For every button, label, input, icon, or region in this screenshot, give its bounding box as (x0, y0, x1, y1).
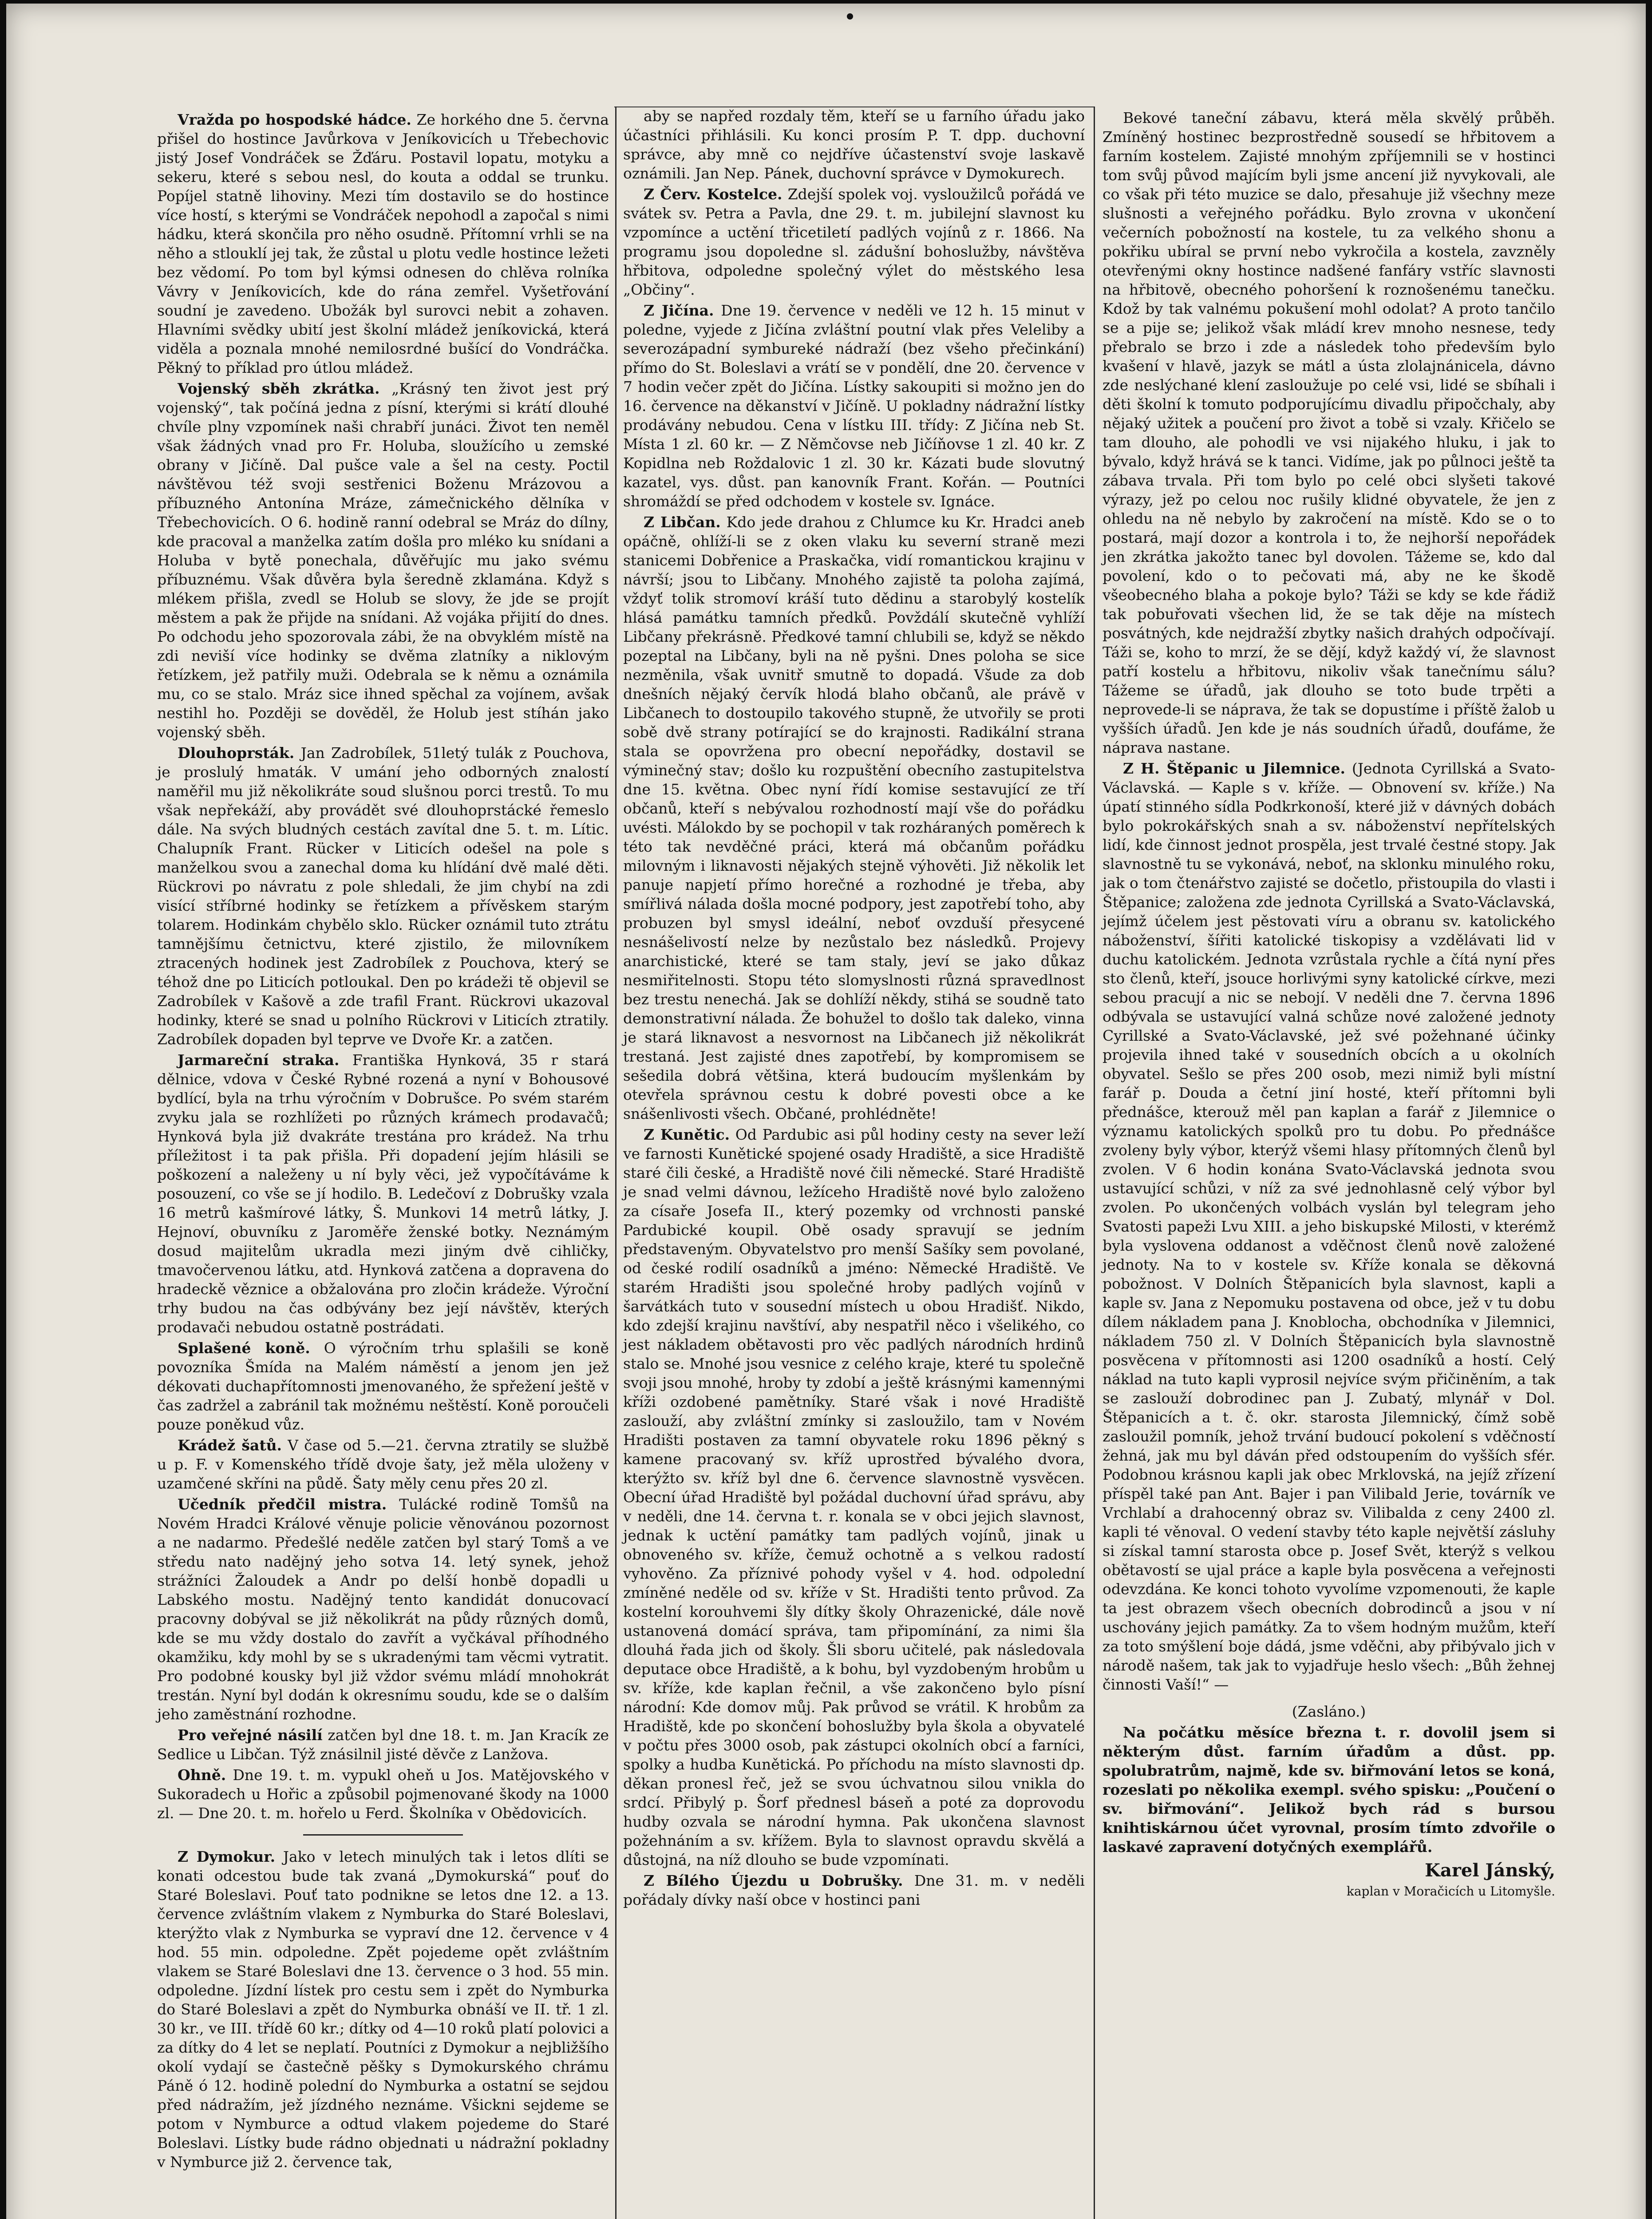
article-h-stepanice: Z H. Štěpanic u Jilemnice. (Jednota Cyrillská a Svato-Václavská. — Kaple s v. kříže. — Obnovení sv. kříže.) Na úpatí stinného sídla Podkrkonoší, které již v dávných dobách bylo pokrokářských snah a sv. náboženství nepřítelských lidí, kde činnost jednot prospěla, jest trvalé čestné stopy. Jak slavnostně tu se vykonává, neboť, na sklonku minulého roku, jak o tom čtenářstvo zajisté se dočetlo, přistoupila do vlasti i Štěpanice; založena zde jednota Cyrillská a Svato-Václavská, jejímž účelem jest pěstovati víru a obranu sv. katolického náboženství, šířiti katolické tiskopisy a vzdělávati lid v duchu katolickém. Jednota vzrůstala rychle a čítá nyní přes sto členů, kteří, jsouce horlivými syny katolické církve, mezi sebou pracují a nic se nebojí. V neděli dne 7. června 1896 odbývala se ustavující valná schůze nové založené jednoty Cyrillské a Svato-Václavské, jež své požehnané účinky projevila ihned také v sousedních obcích a u okolních obyvatel. Sešlo se přes 200 osob, mezi nimiž byli místní farář p. Douda a četní jiní hosté, kteří přítomni byli přednášce, kterouž měl pan kaplan a farář z Jilemnice o významu katolických spolků pro tu dobu. Po přednášce zvoleny byly výbor, kterýž všemi hlasy přítomných členů byl zvolen. V 6 hodin konána Svato-Václavská jednota svou ustavující schůzi, v níž za své jednohlasně celý výbor byl zvolen. Po ukončených volbách vyslán byl telegram jeho Svatosti papeži Lvu XIII. a jeho biskupské Milosti, v kterémž byla vyslovena oddanost a vděčnost členů nově založené jednoty. Na to v kostele sv. Kříže konala se děkovná pobožnost. V Dolních Štěpanicích byla slavnost, kapli a kaple sv. Jana z Nepomuku postavena od obce, jež v tu dobu dílem nákladem pana J. Knoblocha, obchodníka v Jilemnici, nákladem 750 zl. V Dolních Štěpanicích byla slavnostně posvěcena v přítomnosti asi 1200 osadníků a hostí. Celý náklad na tuto kapli vyprosil nejvíce svým přičiněním, a tak se zaslouží dobrodinec pan J. Zubatý, mlynář v Dol. Štěpanicích a t. č. okr. starosta Jilemnický, čímž sobě zasloužil pomník, jehož trvání budoucí pokolení s vděčností žehná, jak mu byl dáván před odstoupením do vyšších sfér. Podobnou krásnou kapli jak obec Mrklovská, na jejíž zřízení příspěl také pan Ant. Bajer i pan Vilibald Jerie, továrník ve Vrchlabí a drahocenný obraz sv. Vilibalda z ceny 2400 zl. kapli té věnoval. O vedení stavby této kaple největší zásluhy si získal tamní starosta obce p. Josef Svět, kterýž s velkou obětavostí se ujal práce a kaple byla posvěcena a veřejnosti odevzdána. Ke konci tohoto vyvolíme vzpomenouti, že kaple ta jest obrazem všech obecních dobrodinců a jsou v ní uschovány jejich památky. Za to všem hodným mužům, kteří za toto smýšlení boje dádá, jsme vděčni, aby přibývalo jich v národě našem, tak jak to vyjadřuje heslo všech: „Bůh žehnej činnosti Vaší!“ — (1103, 760, 1555, 1693)
article-dymokury: Z Dymokur. Jako v letech minulých tak i letos dlíti se konati odcestou bude tak zvaná „Dymokurská“ pouť do Staré Boleslavi. Pouť tato podnikne se letos dne 12. a 13. července zvláštním vlakem z Nymburka do Staré Boleslavi, kterýžto vlak z Nymburka se vypraví dne 12. července v 4 hod. 55 min. odpoledne. Zpět pojedeme opět zvláštním vlakem se Staré Boleslavi dne 13. července o 3 hod. 55 min. odpoledne. Jízdní lístek pro cestu sem i zpět do Nymburka do Staré Boleslavi a zpět do Nymburka obnáší ve II. tř. 1 zl. 30 kr., ve III. třídě 60 kr.; dítky od 4—10 roků platí polovici a za dítky do 4 let se neplatí. Poutníci z Dymokur a nejbližšího okolí vydají se častečně pěšky s Dymokurského chrámu Páně ó 12. hodině polední do Nymburka a ostatní se sejdou před nádražím, jež jízdného neznáme. Všickni sejdeme se potom v Nymburce a odtud vlakem pojedeme do Staré Boleslavi. Lístky bude rádno objednati u nádražní pokladny v Nymburce již 2. července tak, (157, 1848, 609, 2171)
column-right (1103, 108, 1555, 1903)
signature-name: Karel Jánský, (1425, 1860, 1555, 1881)
article-heading: Z Libčan. (644, 513, 721, 531)
article-heading: Z Jičína. (644, 302, 714, 319)
article-heading: Z Dymokur. (178, 1848, 276, 1865)
article-dlouhoprstak: Dlouhoprsták. Jan Zadrobílek, 51letý tulák z Pouchova, je proslulý hmaták. V umání jeho odborných znalostí naměřil mu již několikráte soud slušnou porci trestů. To mu však nepřekáží, aby provádět své dlouhoprstácké řemeslo dále. Na svých bludných cestách zavítal dne 5. t. m. Lític. Chalupník Frant. Rücker v Liticích odešel na pole s manželkou svou a zanechal doma ku hlídání dvě malé děti. Rückrovi po návratu z pole shledali, že jim chybí na zdi visící stříbrné hodinky se řetízkem a přívěskem starým tolarem. Hodinkám chybělo sklo. Rücker oznámil tuto ztrátu tamnějšímu četnictvu, které zjistilo, že milovníkem ztracených hodinek jest Zadrobílek z Pouchova, který se téhož dne po Liticích potloukal. Den po krádeži tě objevil se Zadrobílek v Kašově a zde trafil Frant. Rückrovi ukazoval hodinky, které se snad u polního Rückrovi v Liticích ztratily. Zadrobílek dopaden byl teprve ve Dvoře Kr. a zatčen. (157, 744, 609, 1048)
page-marker-dot (847, 13, 853, 20)
newspaper-page (6, 4, 1646, 2219)
article-heading: Z Kunětic. (644, 1126, 730, 1143)
column-left (157, 110, 609, 2173)
article-heading: Jarmareční straka. (178, 1051, 340, 1069)
zaslano-heading: (Zasláno.) (1292, 1703, 1366, 1720)
article-bily-ujezd-cont: Bekové taneční zábavu, která měla skvělý průběh. Zmíněný hostinec bezprostředně sousedí se hřbitovem a farním kostelem. Zajisté mnohým zpříjemnili se v hostinci tom svůj původ majícím byli jsme ancení již nyvykovali, ale co však při této muzice se dalo, přesahuje již všechny meze slušnosti a veřejného pořádku. Bylo zrovna v ukončení večerních pobožností na kostele, tu za velkého shonu a pokřiku ubíral se první nebo vykročila a kostela, zavzněly otevřenými okny hostince nadšené fanfáry vstříc slavnosti na hřbitově, obecného pohoršení k roznošenému tanečku. Kdož by tak valnému pokušení mohl odolat? A proto tančilo se a pije se; jelikož však mládí krev mnoho nesnese, tedy přebralo se brzo i zde a následek toho především bylo kvašení v hlavě, jazyk se mátl a ústa zlolajnánicela, dávno zde neslýchané klení zasloužuje po celé vsi, lidé se sbíhali i děti školní k tomuto podporujícímu divadlu připočchaly, aby nějaký užitek a poučení pro život a tobě si vzaly. Křičelo se tam dlouho, ale pohodli ve vsi nijakého hluku, i jak to bývalo, když hrává se k tanci. Vidíme, jak po půlnoci ještě ta zábava trvala. Při tom bylo po celé obci slyšeti takové výrazy, jež po celou noc rušily klidné obyvatele, že jen z ohledu na ně nebylo by zakročení na místě. Kdo se o to postará, mají dozor a kontrola i to, že nejhorší nepořádek jen zkrátka jakožto tanec byl dovolen. Tážeme se, kdo dal povolení, kdo o to pečovati má, aby ne ke škodě všeobecného blaha a pokoje bylo? Táži se kdy se kde řádiž tak pobuřovati všechen lid, že se tak děje na místech posvátných, kde nejdražší zbytky našich drahých odpočívají. Táži se, koho to mrzí, že se dějí, když každý ví, že slavnost patří kostelu a hřbitovu, nikoliv však tanečnímu sálu? Tážeme se úřadů, jak dlouho se toto bude trpěti a neprovede-li se náprava, že tak se dopustíme i příště žalob u vyšších úřadů. Jen kde je nás soudních úřadů, doufáme, že náprava nastane. (1103, 109, 1555, 756)
section-divider (303, 1834, 463, 1836)
column-middle (623, 107, 1085, 1911)
column-rule-right (1094, 107, 1095, 2219)
article-kunetice: Z Kunětic. Od Pardubic asi půl hodiny cesty na sever leží ve farnosti Kunětické spojené osady Hradiště, a sice Hradiště staré čili české, a Hradiště nové čili německé. Staré Hradiště je snad velmi dávnou, ležíceho Hradiště nové bylo založeno za císaře Josefa II., který pozemky od vrchnosti panské Pardubické koupil. Obě osady spravují se jedním představeným. Obyvatelstvo pro menší Sašíky sem povolané, od české rodilí osadníků a jméno: Německé Hradiště. Ve starém Hradišti jsou společné hroby padlých vojínů v šarvátkách tuto v sousední místech u obou Hradišť. Nikdo, kdo zdejší krajinu navštíví, aby nespatřil něco i všelikého, co jest nákladem obětavosti pro věc padlých národních hrdinů stalo se. Mnohé jsou vesnice z celého kraje, které tu společně svoji jsou mnohé, hroby ty zdobí a ještě krásnými kamennými kříži ozdobené pamětníky. Staré však i nové Hradiště zaslouží, aby zvláštní zmínky si zasloužilo, tam v Novém Hradišti postaven za tamní obyvatele roku 1896 pěkný s kamene pracovaný sv. kříž uprostřed bývalého dvora, kterýžto sv. kříž byl dne 6. července slavnostně vysvěcen. Obecní úřad Hradiště byl požádal duchovní úřad správu, aby v neděli, dne 14. června t. r. konala se v obci jejich slavnost, jednak k uctění památky tam padlých vojínů, jinak u obnoveného sv. kříže, čemuž ochotně a s velkou radostí vyhověno. Za příznivé pohody vyšel v 4. hod. odpolední zmíněné neděle od sv. kříže v St. Hradišti tento průvod. Za kostelní korouhvemi šly dítky školy Ohrazenické, dále nově ustanovená domácí správa, tam připomínání, za nimi šla dlouhá řada jich od školy. Šli sboru učitelé, pak následovala deputace obce Hradiště, a k bohu, byl vyzdobeným hrobům u sv. kříže, kde kaplan řečnil, a vše zakončeno bylo písní národní: Kde domov můj. Pak průvod se vrátil. K hrobům za Hradiště, kde po skončení bohoslužby byla škola a obyvatelé v počtu přes 3000 osob, pak zástupci okolních obcí a farníci, spolky a hudba Kunětická. Po příchodu na místo slavnosti dp. děkan pronesl řeč, jež se svou úchvatnou silou vnikla do srdcí. Přibylý p. Šorf přednesl báseň a poté za doprovodu hudby ozvala se národní hymna. Pak ukončena slavnost požehnáním a sv. křížem. Byla to slavnost opravdu skvělá a důstojná, na níž dlouho se bude vzpomínati. (623, 1126, 1085, 1868)
article-heading: Z Červ. Kostelce. (644, 186, 783, 203)
article-vrazda: Vražda po hospodské hádce. Ze horkého dne 5. června přišel do hostince Javůrkova v Jeníkovicích u Třebechovic jistý Josef Vondráček se Žďáru. Postavil lopatu, motyku a sekeru, které s sebou nesl, do kouta a oddal se trunku. Popíjel statně lihoviny. Mezi tím dostavilo se do hostince více hostí, s kterými se Vondráček nepohodl a započal s nimi hádku, která skončila pro něho osudně. Přítomní vrhli se na něho a stlouklí jej tak, že zůstal u plotu vedle hostince ležeti bez vědomí. Po tom byl kýmsi odnesen do chlěva rolníka Vávry v Jeníkovicích, kde do rána zemřel. Vyšetřování soudní je zavedeno. Ubožák byl surovci nebit a zohaven. Hlavními svědky ubití jest školní mládež jeníkovická, která viděla a poznala mnohé nemilosrdné bušící do Vondráčka. Pěkný to příklad pro útlou mládež. (157, 111, 609, 376)
article-jicin: Z Jičína. Dne 19. července v neděli ve 12 h. 15 minut v poledne, vyjede z Jičína zvláštní poutní vlak přes Veleliby a severozápadní symbureké nádraží (bez všeho přečinkání) přímo do St. Boleslavi a vrátí se v pondělí, dne 20. července v 7 hodin večer zpět do Jičína. Lístky sakoupiti si možno jen do 16. července na děkanství v Jičíně. U pokladny nádražní lístky prodávány nebudou. Cena v lístku III. třídy: Z Jičína neb St. Místa 1 zl. 60 kr. — Z Němčovse neb Jičíňovse 1 zl. 40 kr. Z Kopidlna neb Roždalovic 1 zl. 30 kr. Kázati bude slovutný kazatel, vys. důst. pan kanovník Frant. Kořán. — Poutníci shromáždí se před odchodem v kostele sv. Ignáce. (623, 302, 1085, 510)
column-rule-left (615, 107, 617, 2219)
article-ohne: Ohně. Dne 19. t. m. vypukl oheň u Jos. Matějovského v Sukoradech u Hořic a způsobil pojmenované škody na 1000 zl. — Dne 20. t. m. hořelo u Ferd. Školníka v Obědovicích. (157, 1766, 609, 1822)
zaslano-text: Na počátku měsíce března t. r. dovolil jsem si některým důst. farním úřadům a důst. pp. spolubratrům, najmě, kde sv. biřmování letos se koná, rozeslati po několika exempl. svého spisku: „Poučení o sv. biřmování“. Jelikož bych rád s bursou knihtiskárnou účet vyrovnal, prosím tímto zdvořile o laskavé zapravení dotyčných exemplářů. (1103, 1724, 1555, 1856)
signature-place: kaplan v Moračicích u Litomyšle. (1346, 1884, 1555, 1899)
article-heading: Splašené koně. (178, 1339, 310, 1357)
article-kradez-satu: Krádež šatů. V čase od 5.—21. června ztratily se službě u p. F. v Komenského třídě dvoje šaty, jež měla uloženy v uzamčené skříni na půdě. Šaty měly cenu přes 20 zl. (157, 1437, 609, 1492)
article-heading: Z H. Štěpanic u Jilemnice. (1123, 760, 1345, 777)
article-cerv-kostelec: Z Červ. Kostelce. Zdejší spolek voj. vysloužilců pořádá ve svátek sv. Petra a Pavla, dne 29. t. m. jubilejní slavnost ku vzpomínce a uctění třicetiletí padlých vojínů z r. 1866. Na programu jsou dopoledne sl. zádušní bohoslužby, návštěva hřbitova, odpoledne společný výlet do městského lesa „Občiny“. (623, 186, 1085, 298)
article-heading: Ohně. (178, 1766, 226, 1784)
article-jarmarecni-straka: Jarmareční straka. Františka Hynková, 35 r stará dělnice, vdova v České Rybné rozená a nyní v Bohousové bydlící, byla na trhu výročním v Dobrušce. Po svém starém zvyku jala se rozhlížeti po různých krámech prodavačů; Hynková byla již dvakráte trestána pro krádež. Na trhu příležitost i ta pak přišla. Při dopadení jejím hlásili se poškození a naleženy u ní byly věci, jež vypočítáváme k posouzení, co vše se jí hodilo. B. Ledečoví z Dobrušky vzala 16 metrů kašmírové látky, Š. Munkovi 14 metrů látky, J. Hejnoví, obuvníku z Jaroměře ženské botky. Neznámým dosud majitelům ukradla mezi jiným dvě cihličky, tmavočervenou látku, atd. Hynková zatčena a dopravena do hradeckě věznice a obžalována pro zločin krádeže. Výroční trhy budou na čas odbývány bez její návštěv, kterých prodavači nebudou ostatně postrádati. (157, 1051, 609, 1336)
article-splasene-kone: Splašené koně. O výročním trhu splašili se koně povozníka Šmída na Malém náměstí a jenom jen jež dékovati duchapřítomnosti jmenovaného, že spřežení ještě v čas zadržel a zabránil tak možnému neštěstí. Koně poroučeli pouze poněkud vůz. (157, 1339, 609, 1433)
article-verejne-nasili: Pro veřejné násilí zatčen byl dne 18. t. m. Jan Kracík ze Sedlice u Libčan. Týž znásilnil jisté děvče z Lanžova. (157, 1726, 609, 1763)
article-heading: Vražda po hospodské hádce. (178, 111, 411, 128)
article-heading: Krádež šatů. (178, 1437, 282, 1454)
article-bily-ujezd: Z Bílého Újezdu u Dobrušky. Dne 31. m. v neděli pořádaly dívky naší obce v hostinci pani (623, 1872, 1085, 1908)
article-ucednik: Učedník předčil mistra. Tulácké rodině Tomšů na Novém Hradci Králové věnuje policie věnovánou pozornost a ne nadarmo. Předešlé neděle zatčen byl starý Tomš a ve středu nato nadějný jeho sotva 14. letý synek, jehož strážníci Žaloudek a Andr po delší honbě dopadli u Labského mostu. Nadějný tento kandidát donucovací pracovny dobýval se již několikrát na půdy různých domů, kde se mu vždy dostalo do zavřít a vyčkával příhodného okamžiku, kdy mohl by se s ukradenými tam věcmi vytratit. Pro podobné kousky byl již vždor svému mládí mnohokrát trestán. Nyní byl dodán k okresnímu soudu, kde se o dalším jeho zaměstnání rozhodne. (157, 1496, 609, 1723)
article-heading: Pro veřejné násilí (178, 1726, 323, 1744)
article-heading: Dlouhoprsták. (178, 744, 295, 762)
article-dymokury-cont: aby se napřed rozdaly těm, kteří se u farního úřadu jako účastníci přihlásili. Ku konci prosím P. T. dpp. duchovní správce, aby mně co nejdříve účastenství svoje laskavě oznámili. Jan Nep. Pánek, duchovní správce v Dymokurech. (623, 107, 1085, 182)
article-heading: Z Bílého Újezdu u Dobrušky. (644, 1872, 903, 1889)
article-libcany: Z Libčan. Kdo jede drahou z Chlumce ku Kr. Hradci aneb opáčně, ohlíží-li se z oken vlaku ku severní straně mezi stanicemi Dobřenice a Praskačka, vidí romantickou krajinu v návrší; jsou to Libčany. Mnohého zajistě ta poloha zajímá, vždyť tolik stromoví kráší tuto dědinu a starobylý kostelík hlásá památku tamních předků. Povždálí skutečně vyhlíží Libčany překrásně. Předkové tamní chlubili se, když se někdo pozeptal na Libčany, byli na ně pyšni. Dnes poloha se sice nezměnila, však uvnitř smutně to dopadá. Všude za dob dnešních nějaký červík hlodá blaho občanů, ale právě v Libčanech to dostoupilo takového stupně, že utvořily se proti sobě dvě strany potírající se do krajnosti. Radikální strana stala se opovržena pro obecní nepořádky, dostavil se výminečný stav; došlo ku rozpuštění obecního zastupitelstva dne 15. května. Obec nyní řídí komise sestavující ze tří občanů, kteří s nebývalou rozhodností mají vše do pořádku uvésti. Málokdo by se pochopil v tak rozháraných poměrech k této tak nevděčné práci, která má občanům pořádku milovným i liknavosti nějakých stejně výhověti. Již několik let panuje napjetí přímo horečné a rozhodné je třeba, aby smířlivá nálada došla mocné podpory, jest zapotřebí toho, aby probuzen byl smysl ideální, neboť ovzduší přesycené nesnášelivostí nelze by nezůstalo bez následků. Projevy anarchistické, které se tam staly, jeví se jako důkaz nesmiřitelnosti. Stopu této slomyslnosti různá spravedlnost bez trestu nenechá. Jak se dohlíží někdy, stihá se soudně tato demonstrativní nálada. Že bohužel to došlo tak daleko, vinna je stará liknavost a nesvornost na Libčanech již několikrát trestaná. Jest zajisté dnes zapotřebí, by kompromisem se sešedila dobrá většina, která budoucím myšlenkám by otevřela správnou cestu k dobré povesti obce a ke snášenlivosti všech. Občané, prohlédněte! (623, 513, 1085, 1122)
article-heading: Vojenský sběh zkrátka. (178, 380, 380, 397)
article-heading: Učedník předčil mistra. (178, 1496, 387, 1513)
article-vojensky-sbeh: Vojenský sběh zkrátka. „Krásný ten život jest prý vojenský“, tak počíná jedna z písní, kterými si krátí dlouhé chvíle plny vzpomínek naši chrabří junáci. Život ten neměl však žádných vnad pro Fr. Holuba, sloužícího u zemské obrany v Jičíně. Dal pušce vale a šel na cesty. Poctil návštěvou též svoji sestřenici Boženu Mrázovou a příbuzného Antonína Mráze, zámečnického dělníka v Třebechovicích. O 6. hodině ranní odebral se Mráz do dílny, kde pracoval a manželka zatím došla pro mléko ku snídani a Holuba v bytě ponechala, důvěřujíc mu jako svému příbuznému. Však důvěra byla šeredně zklamána. Když s mlékem přišla, zvedl se Holub se slovy, že jde se projít městem a pak že přijde na snídani. Až vojáka přijití do dnes. Po odchodu jeho spozorovala zábi, že na obvyklém místě na zdi neviší více hodinky se dvěma zlatníky a niklovým řetízkem, jež patřily muži. Odebrala se k němu a oznámila mu, co se stalo. Mráz sice ihned spěchal za vojínem, avšak nestihl ho. Později se dověděl, že Holub jest stíhán jako vojenský sběh. (157, 380, 609, 741)
